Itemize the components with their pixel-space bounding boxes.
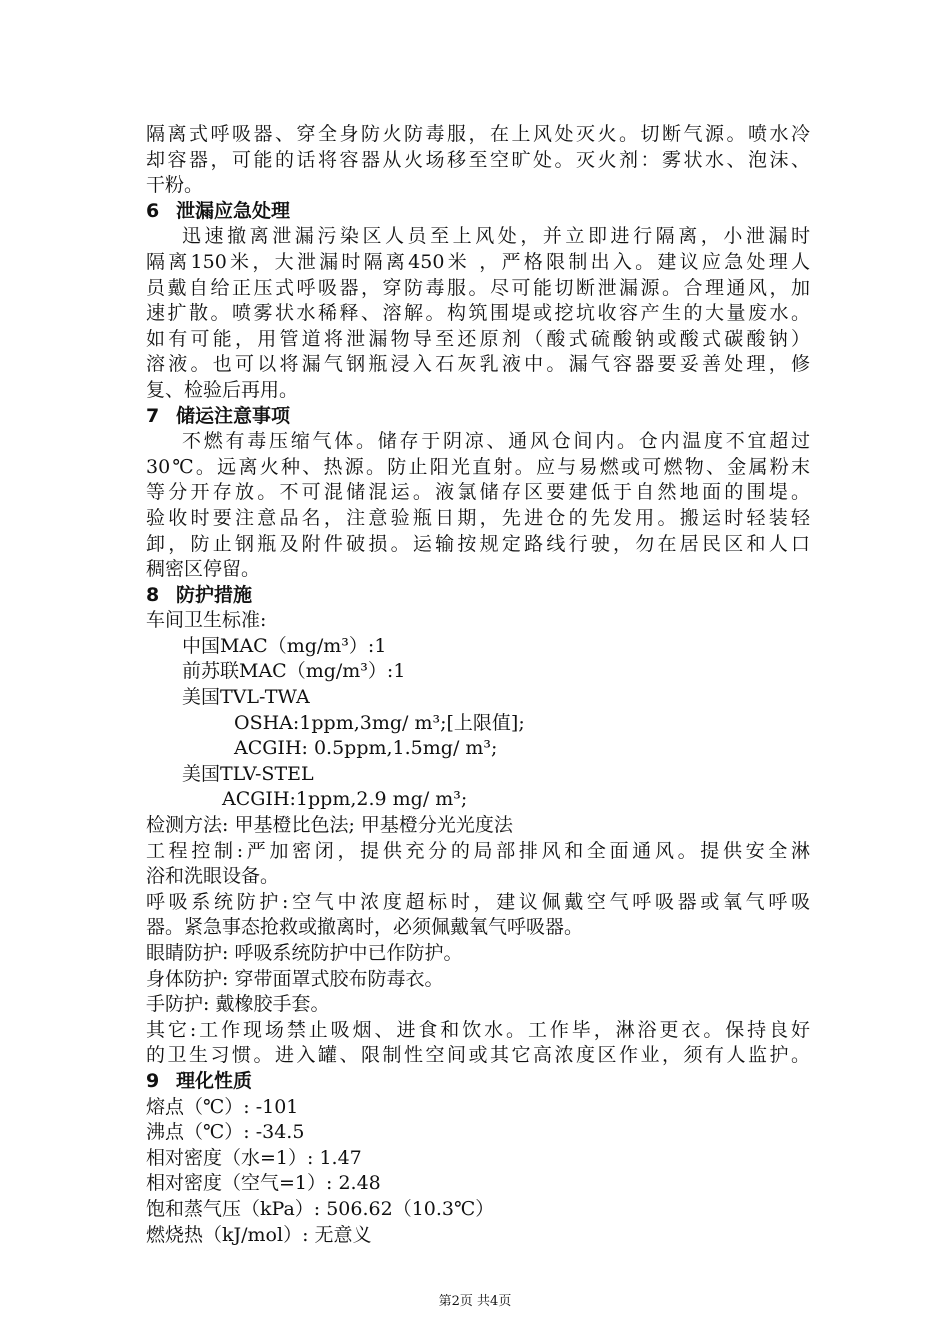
section-title: 防护措施 (176, 583, 253, 606)
text-line: 却容器，可能的话将容器从火场移至空旷处。灭火剂：雾状水、泡沫、 (146, 148, 810, 171)
section-number: 8 (146, 583, 160, 606)
text-line: 30℃。远离火种、热源。防止阳光直射。应与易燃或可燃物、金属粉末 (146, 455, 810, 478)
text-line: 相对密度（空气=1）: 2.48 (146, 1172, 381, 1195)
text-line: 手防护: 戴橡胶手套。 (146, 993, 330, 1016)
text-line: 溶液。也可以将漏气钢瓶浸入石灰乳液中。漏气容器要妥善处理，修 (146, 353, 810, 376)
section-number: 7 (146, 404, 160, 427)
text-line: 浴和洗眼设备。 (146, 865, 280, 888)
text-line: 隔离式呼吸器、穿全身防火防毒服，在上风处灭火。切断气源。喷水冷 (146, 123, 810, 145)
text-line: 身体防护: 穿带面罩式胶布防毒衣。 (146, 967, 444, 990)
section-heading (146, 199, 810, 225)
text-line: 速扩散。喷雾状水稀释、溶解。构筑围堤或挖坑收容产生的大量废水。 (146, 302, 810, 325)
text-line: 等分开存放。不可混储混运。液氯储存区要建低于自然地面的围堤。 (146, 481, 810, 504)
section-title: 理化性质 (176, 1069, 253, 1092)
text-line: 工程控制:严加密闭，提供充分的局部排风和全面通风。提供安全淋 (146, 839, 810, 862)
text-line: ACGIH:1ppm,2.9 mg/ m³; (222, 788, 468, 811)
text-line: 其它:工作现场禁止吸烟、进食和饮水。工作毕，淋浴更衣。保持良好 (146, 1018, 810, 1041)
text-line: 眼睛防护: 呼吸系统防护中已作防护。 (146, 942, 463, 964)
text-line: ACGIH: 0.5ppm,1.5mg/ m³; (234, 737, 498, 760)
text-line: 美国TVL-TWA (182, 686, 310, 709)
document-body (146, 122, 810, 1248)
text-line: 验收时要注意品名，注意验瓶日期，先进仓的先发用。搬运时轻装轻 (146, 506, 810, 529)
text-line: 稠密区停留。 (146, 558, 261, 581)
section-title: 泄漏应急处理 (176, 199, 291, 222)
text-line: 熔点（℃）: -101 (146, 1095, 299, 1118)
text-line: 呼吸系统防护:空气中浓度超标时，建议佩戴空气呼吸器或氧气呼吸 (146, 890, 810, 913)
text-line: 燃烧热（kJ/mol）: 无意义 (146, 1223, 372, 1246)
text-line: 车间卫生标准: (146, 609, 267, 632)
text-line: 不燃有毒压缩气体。储存于阴凉、通风仓间内。仓内温度不宜超过 (182, 430, 810, 453)
text-line: 的卫生习惯。进入罐、限制性空间或其它高浓度区作业，须有人监护。 (146, 1044, 810, 1067)
text-line: 干粉。 (146, 174, 204, 197)
text-line: OSHA:1ppm,3mg/ m³;[上限值]; (234, 711, 525, 734)
text-line: 如有可能，用管道将泄漏物导至还原剂（酸式硫酸钠或酸式碳酸钠） (146, 327, 810, 350)
section-heading (146, 404, 810, 430)
page-footer: 第2页 共4页 (438, 1294, 512, 1309)
text-line: 员戴自给正压式呼吸器，穿防毒服。尽可能切断泄漏源。合理通风，加 (146, 276, 810, 299)
text-line: 器。紧急事态抢救或撤离时，必须佩戴氧气呼吸器。 (146, 916, 584, 939)
text-line: 隔离150米，大泄漏时隔离450米 ，严格限制出入。建议应急处理人 (146, 250, 810, 273)
section-number: 9 (146, 1069, 160, 1092)
text-line: 卸，防止钢瓶及附件破损。运输按规定路线行驶，勿在居民区和人口 (146, 532, 810, 555)
text-line: 迅速撤离泄漏污染区人员至上风处，并立即进行隔离，小泄漏时 (182, 225, 810, 248)
text-line: 相对密度（水=1）: 1.47 (146, 1146, 362, 1169)
text-line: 前苏联MAC（mg/m³）:1 (182, 660, 406, 683)
text-line: 饱和蒸气压（kPa）: 506.62（10.3℃） (146, 1197, 495, 1220)
text-line: 美国TLV-STEL (182, 762, 314, 785)
section-title: 储运注意事项 (176, 404, 291, 427)
text-line: 中国MAC（mg/m³）:1 (182, 634, 387, 657)
text-line: 检测方法: 甲基橙比色法; 甲基橙分光光度法 (146, 814, 513, 837)
text-line: 沸点（℃）: -34.5 (146, 1121, 305, 1144)
text-line: 复、检验后再用。 (146, 378, 299, 401)
section-number: 6 (146, 199, 160, 222)
section-heading (146, 1069, 810, 1095)
section-heading (146, 583, 810, 609)
